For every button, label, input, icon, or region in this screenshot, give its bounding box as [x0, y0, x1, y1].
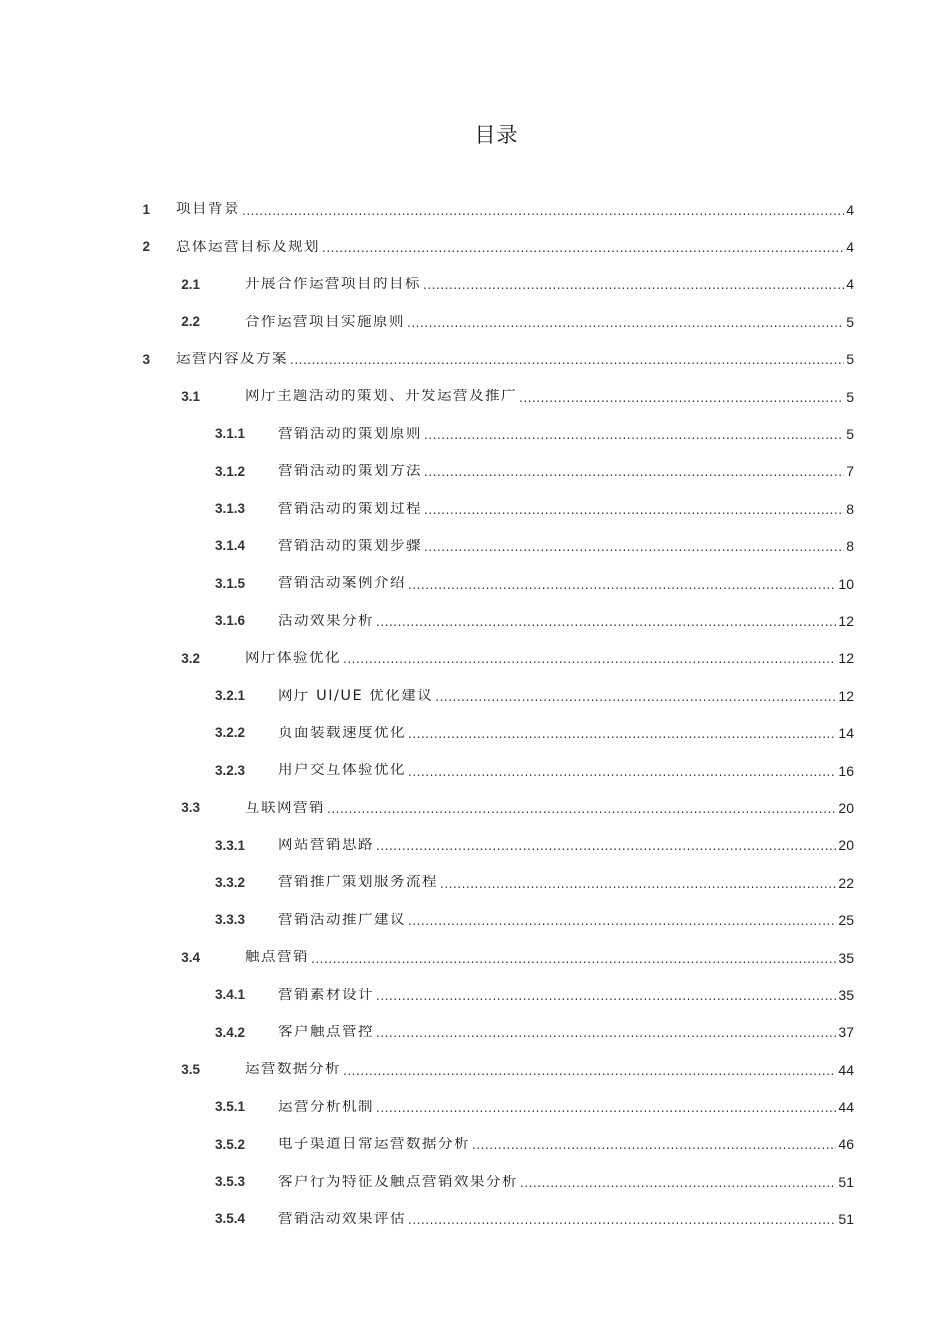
- toc-entry[interactable]: [0, 1201, 950, 1238]
- toc-entry-body: [278, 1212, 854, 1227]
- toc-entry-title[interactable]: 营销活动效果评估: [278, 1211, 406, 1227]
- toc-entry-title[interactable]: 营销活动的策划过程: [278, 501, 422, 517]
- dot-leader: [408, 579, 836, 591]
- toc-entry-page-number: 4: [846, 202, 854, 217]
- toc-entry-title[interactable]: 营销活动推广建议: [278, 912, 406, 928]
- dot-leader: [435, 691, 836, 703]
- dot-leader: [242, 205, 844, 217]
- toc-entry-number: 3.4.2: [214, 1024, 245, 1040]
- toc-entry-page-number: 25: [838, 912, 854, 928]
- toc-entry[interactable]: [0, 1088, 950, 1125]
- toc-entry-title[interactable]: 互联网营销: [245, 800, 325, 816]
- toc-entry-number: 3.4: [181, 949, 200, 965]
- toc-entry-title[interactable]: 触点营销: [245, 950, 309, 965]
- dot-leader: [424, 429, 844, 441]
- toc-entry-body: [176, 240, 854, 255]
- toc-entry-page-number: 12: [838, 613, 854, 629]
- toc-entry-page-number: 5: [846, 426, 854, 442]
- dot-leader: [376, 1102, 836, 1114]
- page-title: 目录: [474, 123, 519, 147]
- toc-entry-body: [176, 352, 854, 367]
- toc-entry[interactable]: [0, 827, 950, 864]
- toc-entry[interactable]: [0, 228, 950, 265]
- toc-entry-number: 3: [142, 351, 150, 367]
- toc-entry-number: 2.1: [181, 276, 200, 292]
- toc-entry-body: [278, 726, 854, 741]
- toc-entry[interactable]: [0, 901, 950, 938]
- toc-entry-number: 3.1.1: [214, 426, 245, 442]
- toc-entry-page-number: 5: [846, 314, 854, 330]
- toc-entry-title[interactable]: 开展合作运营项目的目标: [245, 277, 421, 292]
- toc-entry-title[interactable]: 合作运营项目实施原则: [245, 314, 405, 330]
- toc-entry-number: 3.1.4: [214, 538, 245, 554]
- toc-entry-title[interactable]: 电子渠道日常运营数据分析: [278, 1137, 470, 1152]
- toc-entry-body: [278, 763, 854, 778]
- toc-entry-number: 2.2: [181, 314, 200, 330]
- dot-leader: [376, 840, 836, 852]
- toc-entry-body: [176, 202, 854, 217]
- toc-entry-number: 3.3.3: [214, 912, 245, 928]
- toc-entry-number: 3.4.1: [214, 987, 245, 1003]
- toc-entry-number: 1: [142, 201, 150, 217]
- toc-entry-title[interactable]: 网厅主题活动的策划、开发运营及推广: [245, 389, 517, 404]
- toc-entry[interactable]: [0, 453, 950, 490]
- toc-entry-number: 3.1.3: [214, 501, 245, 517]
- dot-leader: [424, 541, 844, 553]
- toc-entry-number: 3.2.1: [214, 688, 245, 704]
- toc-entry-page-number: 12: [838, 651, 854, 666]
- toc-entry-page-number: 8: [846, 501, 854, 517]
- toc-entry-body: [278, 913, 854, 928]
- toc-entry[interactable]: [0, 378, 950, 415]
- toc-entry[interactable]: [0, 640, 950, 677]
- toc-entry-page-number: 20: [838, 838, 854, 853]
- dot-leader: [376, 990, 836, 1002]
- toc-entry-body: [278, 464, 854, 479]
- toc-entry-body: [278, 614, 854, 629]
- toc-entry-number: 3.3.1: [214, 837, 245, 853]
- toc-entry[interactable]: [0, 752, 950, 789]
- toc-entry-page-number: 51: [838, 1174, 854, 1190]
- toc-entry-body: [278, 539, 854, 554]
- toc-entry-page-number: 16: [838, 763, 854, 778]
- toc-entry-page-number: 46: [838, 1137, 854, 1152]
- toc-entry-page-number: 20: [838, 800, 854, 816]
- toc-entry[interactable]: [0, 528, 950, 565]
- toc-entry-title[interactable]: 项目背景: [176, 202, 240, 217]
- toc-entry-page-number: 51: [838, 1211, 854, 1227]
- table-of-contents: [0, 191, 950, 1238]
- toc-entry-number: 3.5.3: [214, 1174, 245, 1190]
- toc-entry[interactable]: [0, 1126, 950, 1163]
- toc-entry-number: 3.5.4: [214, 1211, 245, 1227]
- dot-leader: [343, 653, 836, 665]
- dot-leader: [408, 1214, 836, 1226]
- toc-entry[interactable]: [0, 976, 950, 1013]
- toc-entry-number: 3.1.5: [214, 575, 245, 591]
- toc-entry[interactable]: [0, 714, 950, 751]
- toc-entry-title[interactable]: 营销活动的策划方法: [278, 464, 422, 479]
- toc-entry-page-number: 44: [838, 1099, 854, 1115]
- toc-entry-body: [278, 1100, 854, 1115]
- toc-entry-body: [245, 389, 854, 404]
- toc-entry-body: [245, 950, 854, 965]
- toc-entry-number: 3.1: [181, 388, 200, 404]
- dot-leader: [376, 616, 836, 628]
- dot-leader: [408, 915, 836, 927]
- toc-entry-page-number: 35: [838, 987, 854, 1003]
- toc-entry[interactable]: [0, 602, 950, 639]
- dot-leader: [407, 317, 844, 329]
- toc-entry[interactable]: [0, 565, 950, 602]
- toc-entry-page-number: 5: [846, 352, 854, 367]
- toc-entry-page-number: 12: [838, 688, 854, 704]
- toc-entry-number: 3.1.6: [214, 613, 245, 629]
- toc-entry-title[interactable]: 页面装载速度优化: [278, 725, 406, 741]
- toc-entry-body: [278, 1175, 854, 1190]
- toc-entry[interactable]: [0, 789, 950, 826]
- toc-entry-number: 3.2: [181, 650, 200, 666]
- toc-entry-body: [245, 277, 854, 292]
- dot-leader: [408, 728, 836, 740]
- toc-entry-body: [278, 689, 854, 704]
- toc-entry-body: [278, 576, 854, 591]
- toc-entry-body: [245, 801, 854, 816]
- toc-entry-number: 3.5: [181, 1061, 200, 1077]
- toc-entry-body: [278, 427, 854, 442]
- toc-entry-body: [278, 838, 854, 853]
- toc-entry-number: 3.2.2: [214, 725, 245, 741]
- toc-entry-page-number: 35: [838, 950, 854, 965]
- toc-entry-page-number: 10: [838, 576, 854, 591]
- dot-leader: [423, 279, 844, 291]
- toc-entry-title[interactable]: 活动效果分析: [278, 613, 374, 629]
- toc-entry-body: [245, 315, 854, 330]
- toc-entry-body: [245, 1062, 854, 1077]
- dot-leader: [519, 392, 844, 404]
- toc-entry-page-number: 7: [846, 464, 854, 479]
- toc-entry-page-number: 4: [846, 277, 854, 292]
- toc-entry-page-number: 8: [846, 538, 854, 554]
- toc-entry-page-number: 44: [838, 1062, 854, 1077]
- dot-leader: [424, 466, 844, 478]
- toc-entry[interactable]: [0, 939, 950, 976]
- dot-leader: [520, 1177, 836, 1189]
- dot-leader: [343, 1065, 836, 1077]
- toc-entry[interactable]: [0, 266, 950, 303]
- dot-leader: [424, 504, 844, 516]
- toc-entry-title[interactable]: 用户交互体验优化: [278, 763, 406, 778]
- toc-entry-body: [278, 502, 854, 517]
- toc-entry-title[interactable]: 营销活动的策划步骤: [278, 538, 422, 554]
- toc-entry-title[interactable]: 网厅 UI/UE 优化建议: [278, 688, 434, 704]
- toc-entry-title[interactable]: 运营分析机制: [278, 1099, 374, 1115]
- toc-entry-title[interactable]: 网厅体验优化: [245, 651, 341, 666]
- toc-entry-number: 3.1.2: [214, 463, 245, 479]
- toc-entry[interactable]: [0, 677, 950, 714]
- toc-entry-body: [278, 875, 854, 890]
- toc-entry-title[interactable]: 营销活动的策划原则: [278, 426, 422, 442]
- toc-entry-title[interactable]: 营销活动案例介绍: [278, 576, 406, 591]
- toc-entry-title[interactable]: 总体运营目标及规划: [176, 239, 320, 255]
- toc-entry[interactable]: [0, 303, 950, 340]
- dot-leader: [290, 354, 844, 366]
- toc-entry-page-number: 37: [838, 1025, 854, 1040]
- dot-leader: [327, 803, 836, 815]
- toc-entry[interactable]: [0, 1163, 950, 1200]
- toc-entry[interactable]: [0, 191, 950, 228]
- toc-entry-number: 3.2.3: [214, 762, 245, 778]
- toc-entry-body: [278, 1025, 854, 1040]
- toc-entry-title[interactable]: 营销推广策划服务流程: [278, 875, 438, 890]
- toc-entry[interactable]: [0, 1014, 950, 1051]
- toc-entry-page-number: 5: [846, 389, 854, 404]
- toc-entry-number: 3.3.2: [214, 874, 245, 890]
- dot-leader: [376, 1027, 836, 1039]
- toc-entry-title[interactable]: 营销素材设计: [278, 987, 374, 1003]
- toc-entry-number: 2: [142, 239, 150, 255]
- toc-entry[interactable]: [0, 415, 950, 452]
- toc-entry-number: 3.3: [181, 800, 200, 816]
- dot-leader: [311, 953, 836, 965]
- toc-entry-body: [245, 651, 854, 666]
- dot-leader: [408, 766, 836, 778]
- toc-entry-number: 3.5.1: [214, 1099, 245, 1115]
- dot-leader: [440, 878, 836, 890]
- toc-entry[interactable]: [0, 864, 950, 901]
- dot-leader: [472, 1139, 836, 1151]
- toc-entry-title[interactable]: 运营数据分析: [245, 1062, 341, 1077]
- toc-entry-body: [278, 988, 854, 1003]
- toc-entry[interactable]: [0, 341, 950, 378]
- toc-entry-body: [278, 1137, 854, 1152]
- toc-entry-page-number: 22: [838, 875, 854, 890]
- toc-entry-title[interactable]: 客户触点管控: [278, 1025, 374, 1040]
- toc-entry-page-number: 14: [838, 725, 854, 741]
- toc-entry-title[interactable]: 客户行为特征及触点营销效果分析: [278, 1174, 518, 1190]
- toc-entry-title[interactable]: 网站营销思路: [278, 838, 374, 853]
- toc-entry[interactable]: [0, 490, 950, 527]
- toc-entry[interactable]: [0, 1051, 950, 1088]
- dot-leader: [322, 242, 844, 254]
- toc-entry-page-number: 4: [846, 239, 854, 255]
- toc-entry-number: 3.5.2: [214, 1136, 245, 1152]
- toc-entry-title[interactable]: 运营内容及方案: [176, 352, 288, 367]
